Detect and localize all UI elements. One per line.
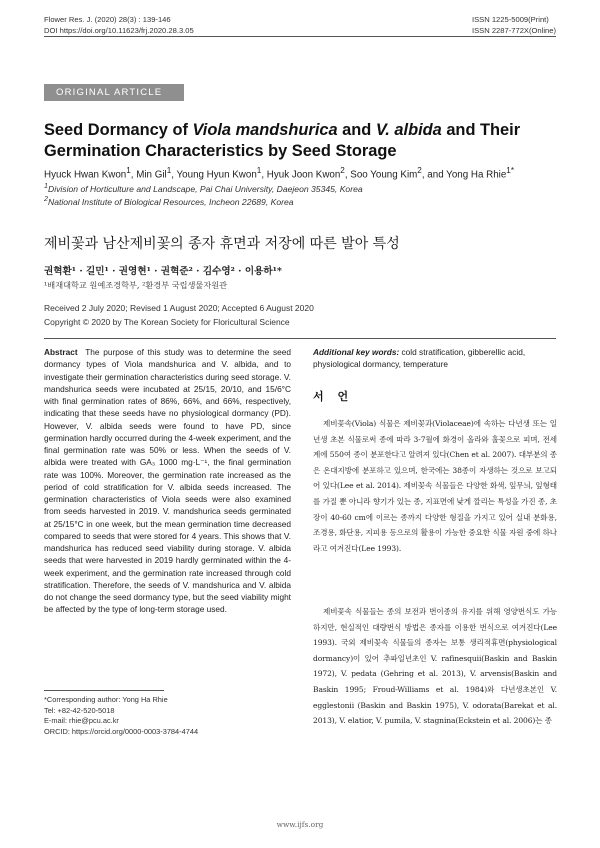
journal-header	[44, 15, 194, 36]
keywords	[313, 346, 557, 371]
journal-citation: Flower Res. J. (2020) 28(3) : 139-146	[44, 15, 171, 24]
korean-affiliation: ¹배재대학교 원예조경학부, ²환경부 국립생물자원관	[44, 280, 228, 290]
species-name: V. albida	[375, 121, 442, 139]
body-paragraph-2: 제비꽃속 식물들는 종의 보전과 번이종의 유지를 위해 영양번식도 가능하지만, 현실적인 대량번식 방법은 종자를 이용한 번식으로 여겨진다(Lee 1993). 국외 제비꽃속 식물들의 종자는 보통 생리적휴면(physiological dormancy)이 있어 추파일년초인 V. rafinesquii(Baskin and Baskin 1972), V. pedata (Gehring et al. 2013), V. arvensis(Baskin and Baskin 1995; Froud-Williams et al. 1984)와 다년생초본인 V. egglestonii (Baskin and Baskin 1975), V. odorata(Barekat et al. 2013), V. elatior, V. pumila, V. stagnina(Eckstein et al. 2006)는 종	[313, 607, 557, 726]
correspondence-block	[44, 695, 198, 737]
copyright-line: Copyright © 2020 by The Korean Society for Floricultural Science	[44, 317, 290, 327]
author-list: Hyuck Hwan Kwon$^1$, Min Gil$^1$, Young Hyun Kwon$^1$, Hyuk Joon Kwon$^2$, Soo Young Kim$^2$, and Yong Ha Rhie$^{1*}$	[44, 166, 515, 181]
issn-online: ISSN 2287-772X(Online)	[472, 25, 556, 35]
phone-number: Tel: +82-42-520-5018	[44, 705, 115, 715]
email-address[interactable]: E-mail: rhie@pcu.ac.kr	[44, 716, 119, 726]
abstract-label: Abstract	[44, 347, 78, 357]
section-heading: 서 언	[313, 390, 354, 403]
article-type-banner: ORIGINAL ARTICLE	[44, 84, 184, 101]
page-footer[interactable]: www.ijfs.org	[276, 820, 324, 829]
abstract	[44, 346, 291, 616]
korean-title: 제비꽃과 남산제비꽃의 종자 휴면과 저장에 따른 발아 특성	[44, 236, 400, 252]
species-name: Viola mandshurica	[192, 121, 338, 139]
body-paragraph-1: 제비꽃속(Viola) 식물은 제비꽃과(Violaceae)에 속하는 다년생 또는 일년생 초본 식물로써 종에 따라 3-7월에 화경이 올라와 홀꽃으로 피며, 전세계에 550여 종이 분포한다고 알려져 있다(Chen et al. 2007). 대부분의 종은 온대지방에 분포하고 있으며, 한국에는 38종이 자생하는 것으로 보고되어 있다(Lee et al. 2014). 제비꽃속 식물들은 다양한 화색, 잎무늬, 잎형태를 가질 뿐 아니라 향기가 있는 종, 지표면에 낮게 깔리는 특성을 가진 종, 초장이 40-60 cm에 이르는 종까지 다양한 형질을 가지고 있어 실내 분화용, 조경용, 화단용, 지피용 등으로의 활용이 가능한 중요한 식물 자원 중에 하나라고 여겨진다(Lee 1993).	[313, 419, 557, 553]
footnote-divider	[44, 690, 164, 691]
received-dates: Received 2 July 2020; Revised 1 August 2020; Accepted 6 August 2020	[44, 303, 314, 313]
issn-block	[472, 15, 556, 36]
keywords-text: cold stratification, gibberellic acid, physiological dormancy, temperature	[313, 347, 526, 370]
abstract-text: The purpose of this study was to determine the seed dormancy types of Viola mandshurica and V. albida, and to investigate their germination characteristics during seed storage. V. mandshurica seeds were incubated at 25/15, 20/10, and 15/6°C with final germination rates of 86%, 66%, and 66%, respectively, indicating that these seeds have no physiological dormancy (PD). However, V. albida seeds were found to have PD, since germination hardly occurred during the 4-week experiment, and the final germination rate was 50% or less. When the seeds of V. albida were treated with GA₃ 1000 mg·L⁻¹, the final germination rate was 100%. Moreover, the germination rate increased as the period of cold stratification for V. albida seeds increased. The germination characteristics of Viola seeds were also examined from seeds harvested in 2019. V. mandshurica seeds germinated at 25/15°C in one week, but the mean germination time decreased compared to seeds that were stored for 4 years. This shows that V. mandshurica has reduced seed viability during storage. V. albida seeds that were harvested in 2019 hardly germinated within the 4-week experiment, and the germination rate increased through cold stratification. Therefore, the seeds of V. mandshurica and V. albida do not change the seed dormancy type, but the seed viability might be affected by the type of long-term storage used.	[44, 347, 291, 615]
article-dates	[44, 301, 314, 329]
affiliation-1: $^1$Division of Horticulture and Landscape, Pai Chai University, Daejeon 35345, Korea	[44, 182, 363, 194]
affiliation-2: $^2$National Institute of Biological Resources, Incheon 22689, Korea	[44, 195, 294, 207]
corresponding-author: *Corresponding author: Yong Ha Rhie	[44, 695, 168, 704]
orcid-link[interactable]: ORCID: https://orcid.org/0000-0003-3784-4744	[44, 726, 199, 736]
article-title: Seed Dormancy of Viola mandshurica and V. albida and Their Germination Characteristics by Seed Storage	[44, 121, 521, 160]
body-divider	[44, 338, 556, 339]
header-divider	[44, 36, 556, 37]
korean-authors: 권혁환¹ · 길민¹ · 권영현¹ · 권혁준² · 김수영² · 이용하¹*	[44, 266, 282, 277]
keywords-label: Additional key words:	[313, 347, 400, 357]
doi-line[interactable]: DOI https://doi.org/10.11623/frj.2020.28.3.05	[44, 25, 194, 35]
issn-print: ISSN 1225-5009(Print)	[472, 15, 549, 24]
